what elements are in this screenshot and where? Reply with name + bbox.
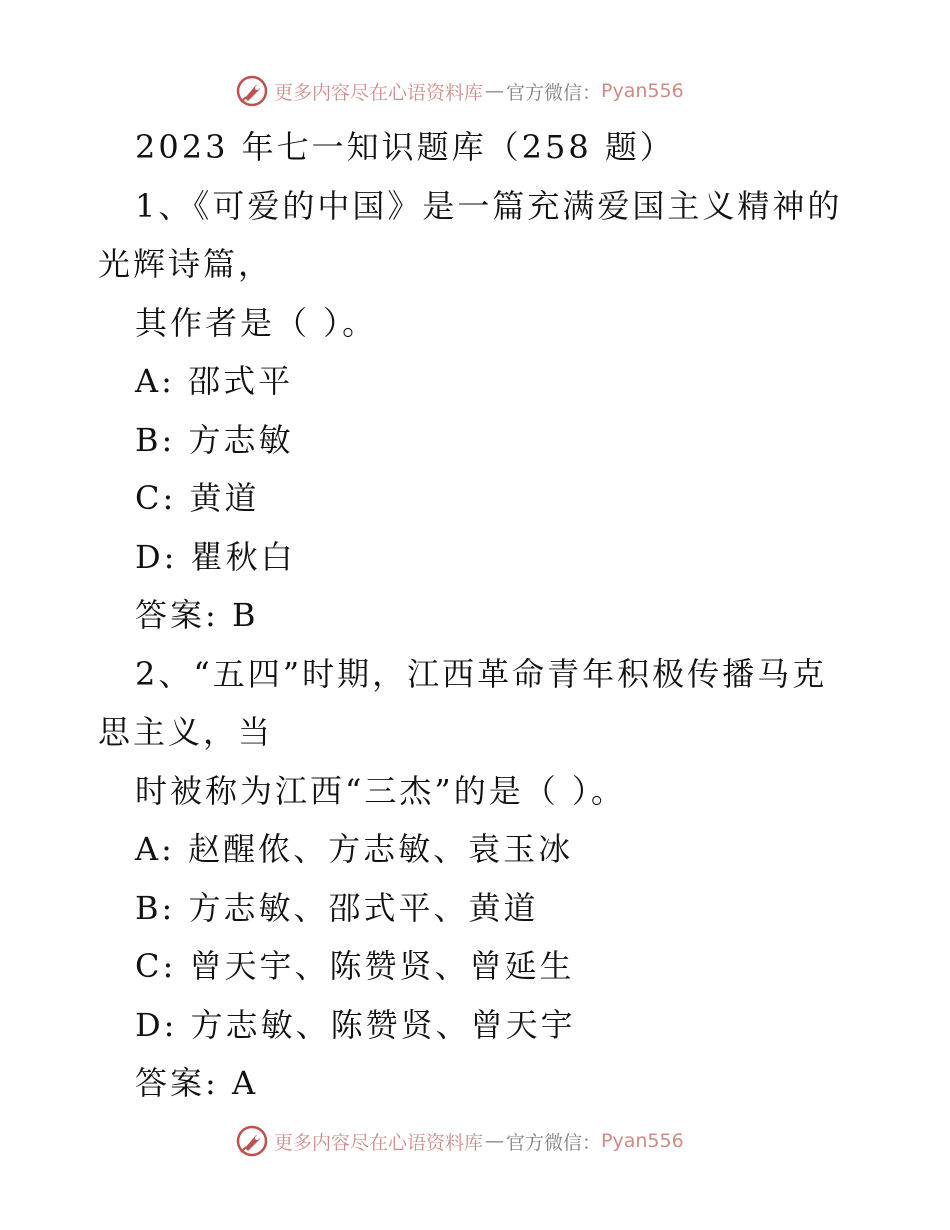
question-2-stem-line-2: 思主义，当 [98,713,274,751]
watermark-id: Pyan556 [601,80,684,102]
question-2-option-c: C: 曾天宇、陈赞贤、曾延生 [135,947,575,985]
question-2-stem-line-1: 2、“五四”时期，江西革命青年积极传播马克 [135,655,828,693]
question-1-option-c: C: 黄道 [135,479,260,517]
question-1-answer: 答案: B [135,596,259,634]
watermark-text: 更多内容尽在心语资料库 [274,81,484,104]
document-title: 2023 年七一知识题库（258 题） [135,128,675,166]
question-1-option-b: B: 方志敏 [135,421,294,459]
watermark-label: 官方微信： [506,81,602,104]
watermark-banner-top [236,71,756,111]
question-2-option-a: A: 赵醒侬、方志敏、袁玉冰 [135,830,574,868]
watermark-label: 官方微信： [506,1131,602,1154]
pen-nib-logo-icon [236,1125,268,1157]
watermark-banner-bottom [236,1121,756,1161]
question-1-option-a: A: 邵式平 [135,362,294,400]
question-1-stem-line-1: 1、《可爱的中国》是一篇充满爱国主义精神的 [135,187,843,225]
question-1-stem-line-2: 光辉诗篇， [98,245,274,283]
question-2-option-d: D: 方志敏、陈赞贤、曾天宇 [135,1006,576,1044]
question-1-stem-line-3: 其作者是（ ）。 [135,304,378,342]
watermark-separator: — [485,1130,505,1152]
watermark-separator: — [485,80,505,102]
watermark-text: 更多内容尽在心语资料库 [274,1131,484,1154]
question-2-answer: 答案: A [135,1064,259,1102]
pen-nib-logo-icon [236,75,268,107]
question-2-option-b: B: 方志敏、邵式平、黄道 [135,889,539,927]
question-2-stem-line-3: 时被称为江西“三杰”的是（ ）。 [135,772,626,810]
question-1-option-d: D: 瞿秋白 [135,538,296,576]
watermark-id: Pyan556 [601,1130,684,1152]
